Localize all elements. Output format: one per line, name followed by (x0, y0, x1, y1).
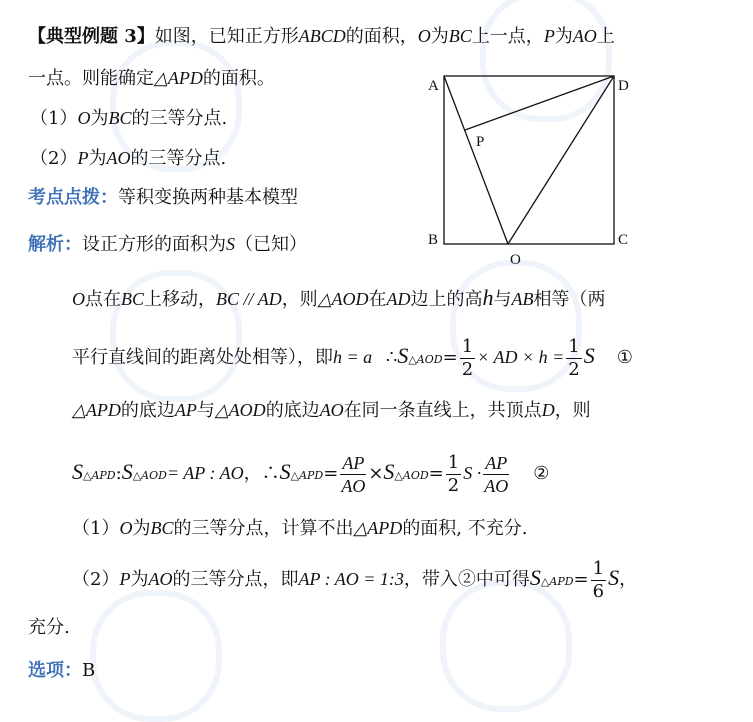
area-subscript: △APD (83, 469, 116, 482)
segment-do (508, 76, 614, 244)
ratio-ap-ao: = AP : AO (166, 463, 244, 483)
solution-line-4 (72, 446, 549, 502)
area-subscript: △AOD (132, 469, 167, 482)
triangle-aod: △AOD (214, 400, 266, 420)
therefore-symbol: ∴ (385, 347, 398, 368)
title-bracket-left: 【 (28, 26, 46, 47)
var-ao: AO (106, 148, 131, 168)
fraction-denominator: 2 (447, 474, 460, 496)
option-text: 为 (90, 108, 109, 129)
area-symbol: S (397, 343, 409, 368)
triangle-apd: △APD (72, 400, 121, 420)
fraction-numerator: AP (485, 452, 508, 473)
therefore-symbol: ∴ (261, 463, 280, 484)
problem-text: 上一点， (471, 26, 544, 47)
equation-h-a: h = a (333, 347, 373, 367)
equals-sign: = (323, 463, 339, 484)
solution-text: 边上的高 (410, 289, 483, 310)
problem-title: 典型例题 3 (46, 26, 137, 47)
solution-text: 的三等分点，计算不出 (173, 518, 354, 539)
problem-line-2 (28, 64, 275, 93)
label-c: C (618, 232, 629, 248)
fraction-numerator: 1 (568, 335, 580, 357)
option-number: （1） (30, 108, 78, 129)
var-s: S (226, 234, 235, 254)
solution-text: ， (619, 569, 638, 590)
geometry-diagram (420, 68, 640, 268)
area-symbol: S · (463, 463, 482, 483)
var-ap: AP (174, 400, 197, 420)
problem-text: 一点。则能确定 (28, 68, 154, 89)
option-number: （2） (72, 569, 120, 590)
fraction-one-half (460, 336, 475, 381)
equals-sign: = (428, 463, 444, 484)
var-p: P (77, 148, 89, 168)
var-bc: BC (150, 518, 174, 538)
solution-text: 在 (368, 289, 387, 310)
option-text: 的三等分点. (130, 148, 227, 169)
triangle-apd: △APD (154, 68, 203, 88)
var-abcd: ABCD (298, 26, 346, 46)
solution-text: 的面积, 不充分. (402, 518, 528, 539)
problem-text: 的面积。 (202, 68, 275, 89)
analysis-text: （已知） (235, 234, 307, 255)
solution-text: 平行直线间的距离处处相等），即 (72, 347, 333, 368)
solution-text: 充分. (28, 617, 70, 638)
area-symbol: S (121, 459, 133, 484)
key-point-label: 考点点拨： (28, 187, 118, 208)
key-point-text: 等积变换两种基本模型 (118, 187, 298, 208)
solution-text: 的底边 (120, 400, 175, 421)
label-p: P (476, 134, 485, 150)
solution-line-6 (72, 552, 637, 608)
analysis-label: 解析： (28, 234, 82, 255)
fraction-denominator: 6 (592, 580, 605, 602)
var-o: O (119, 518, 133, 538)
fraction-numerator: 1 (447, 451, 460, 473)
problem-text: 如图，已知正方形 (154, 26, 299, 47)
key-point (28, 184, 298, 212)
var-o: O (417, 26, 431, 46)
segment-ao (444, 76, 508, 244)
problem-line-1 (28, 22, 615, 51)
var-ad: AD (386, 289, 411, 309)
solution-text: 相等（两 (533, 289, 606, 310)
solution-line-1 (72, 284, 606, 314)
option-number: （1） (72, 518, 120, 539)
analysis-text: 设正方形的面积为 (82, 234, 226, 255)
solution-text: ，带入②中可得 (403, 569, 530, 590)
fraction-numerator: 1 (461, 335, 474, 357)
equation-number-1: ① (616, 347, 633, 368)
fraction-one-sixth (591, 558, 606, 603)
var-ao: AO (572, 26, 597, 46)
solution-text: ，则 (281, 289, 318, 310)
option-text: 为 (88, 148, 107, 169)
solution-text: ，则 (554, 400, 591, 421)
option-1 (30, 104, 227, 133)
watermark-emblem (90, 590, 222, 722)
answer-line (28, 657, 95, 685)
solution-line-5 (72, 514, 527, 543)
option-text: 的三等分点. (131, 108, 228, 129)
label-o: O (510, 252, 521, 268)
var-bc: BC (121, 289, 145, 309)
solution-text: 与 (196, 400, 215, 421)
var-o: O (77, 108, 91, 128)
area-symbol: S (72, 459, 83, 484)
area-symbol: S (279, 459, 291, 484)
area-subscript: △APD (540, 575, 574, 588)
answer-label: 选项： (28, 660, 82, 681)
ratio-ap-ao-value: AP : AO = 1:3 (298, 569, 404, 589)
fraction-denominator: 2 (568, 358, 580, 380)
equals-sign: = (442, 347, 458, 368)
label-a: A (428, 78, 439, 94)
label-d: D (618, 78, 629, 94)
var-ao: AO (319, 400, 344, 420)
equation-number-2: ② (533, 463, 550, 484)
problem-text: 上 (596, 26, 615, 47)
var-o: O (72, 289, 85, 309)
area-subscript: △AOD (408, 353, 443, 366)
solution-text: 的三等分点，即 (172, 569, 299, 590)
equation-text: × AD × h = (477, 347, 565, 367)
comma: ， (243, 463, 262, 484)
solution-line-7 (28, 614, 70, 642)
solution-text: 在同一条直线上，共顶点 (343, 400, 542, 421)
solution-text: 为 (132, 518, 151, 539)
area-symbol: S (383, 459, 395, 484)
fraction-denominator: 2 (461, 358, 474, 380)
problem-text: 为 (430, 26, 449, 47)
area-subscript: △APD (290, 469, 324, 482)
solution-text: 为 (130, 569, 149, 590)
problem-text: 的面积， (345, 26, 418, 47)
solution-text: 的底边 (265, 400, 320, 421)
var-p: P (119, 569, 131, 589)
var-p: P (543, 26, 555, 46)
var-bc: BC (108, 108, 132, 128)
analysis-intro (28, 230, 307, 259)
option-number: （2） (30, 148, 78, 169)
var-h: h (482, 285, 494, 310)
parallel-relation: BC // AD (216, 289, 282, 309)
var-bc: BC (448, 26, 472, 46)
solution-text: 点在 (85, 289, 121, 310)
times-sign: × (368, 463, 384, 484)
area-subscript: △AOD (394, 469, 429, 482)
var-d: D (541, 400, 555, 420)
square-abcd (444, 76, 614, 244)
equals-sign: = (573, 569, 589, 590)
colon: : (115, 463, 122, 484)
label-b: B (428, 232, 439, 248)
var-ab: AB (511, 289, 534, 309)
option-2 (30, 144, 226, 173)
fraction-numerator: 1 (592, 557, 605, 579)
fraction-one-half (566, 336, 581, 381)
var-ao: AO (148, 569, 173, 589)
area-symbol: S (529, 565, 541, 590)
fraction-ap-ao (340, 452, 366, 497)
answer-value: B (82, 660, 96, 681)
fraction-ap-ao (483, 452, 509, 497)
fraction-denominator: AO (341, 475, 366, 496)
fraction-denominator: AO (484, 475, 509, 496)
solution-text: 与 (493, 289, 512, 310)
segment-pd (465, 76, 614, 130)
triangle-apd: △APD (353, 518, 403, 538)
area-symbol: S (608, 565, 620, 590)
fraction-numerator: AP (342, 452, 365, 473)
fraction-one-half (446, 452, 461, 497)
solution-line-3 (72, 396, 591, 425)
title-bracket-right: 】 (136, 26, 155, 47)
triangle-aod: △AOD (317, 289, 369, 309)
area-symbol: S (583, 343, 595, 368)
solution-text: 上移动， (144, 289, 217, 310)
solution-line-2 (72, 330, 633, 386)
problem-text: 为 (554, 26, 573, 47)
